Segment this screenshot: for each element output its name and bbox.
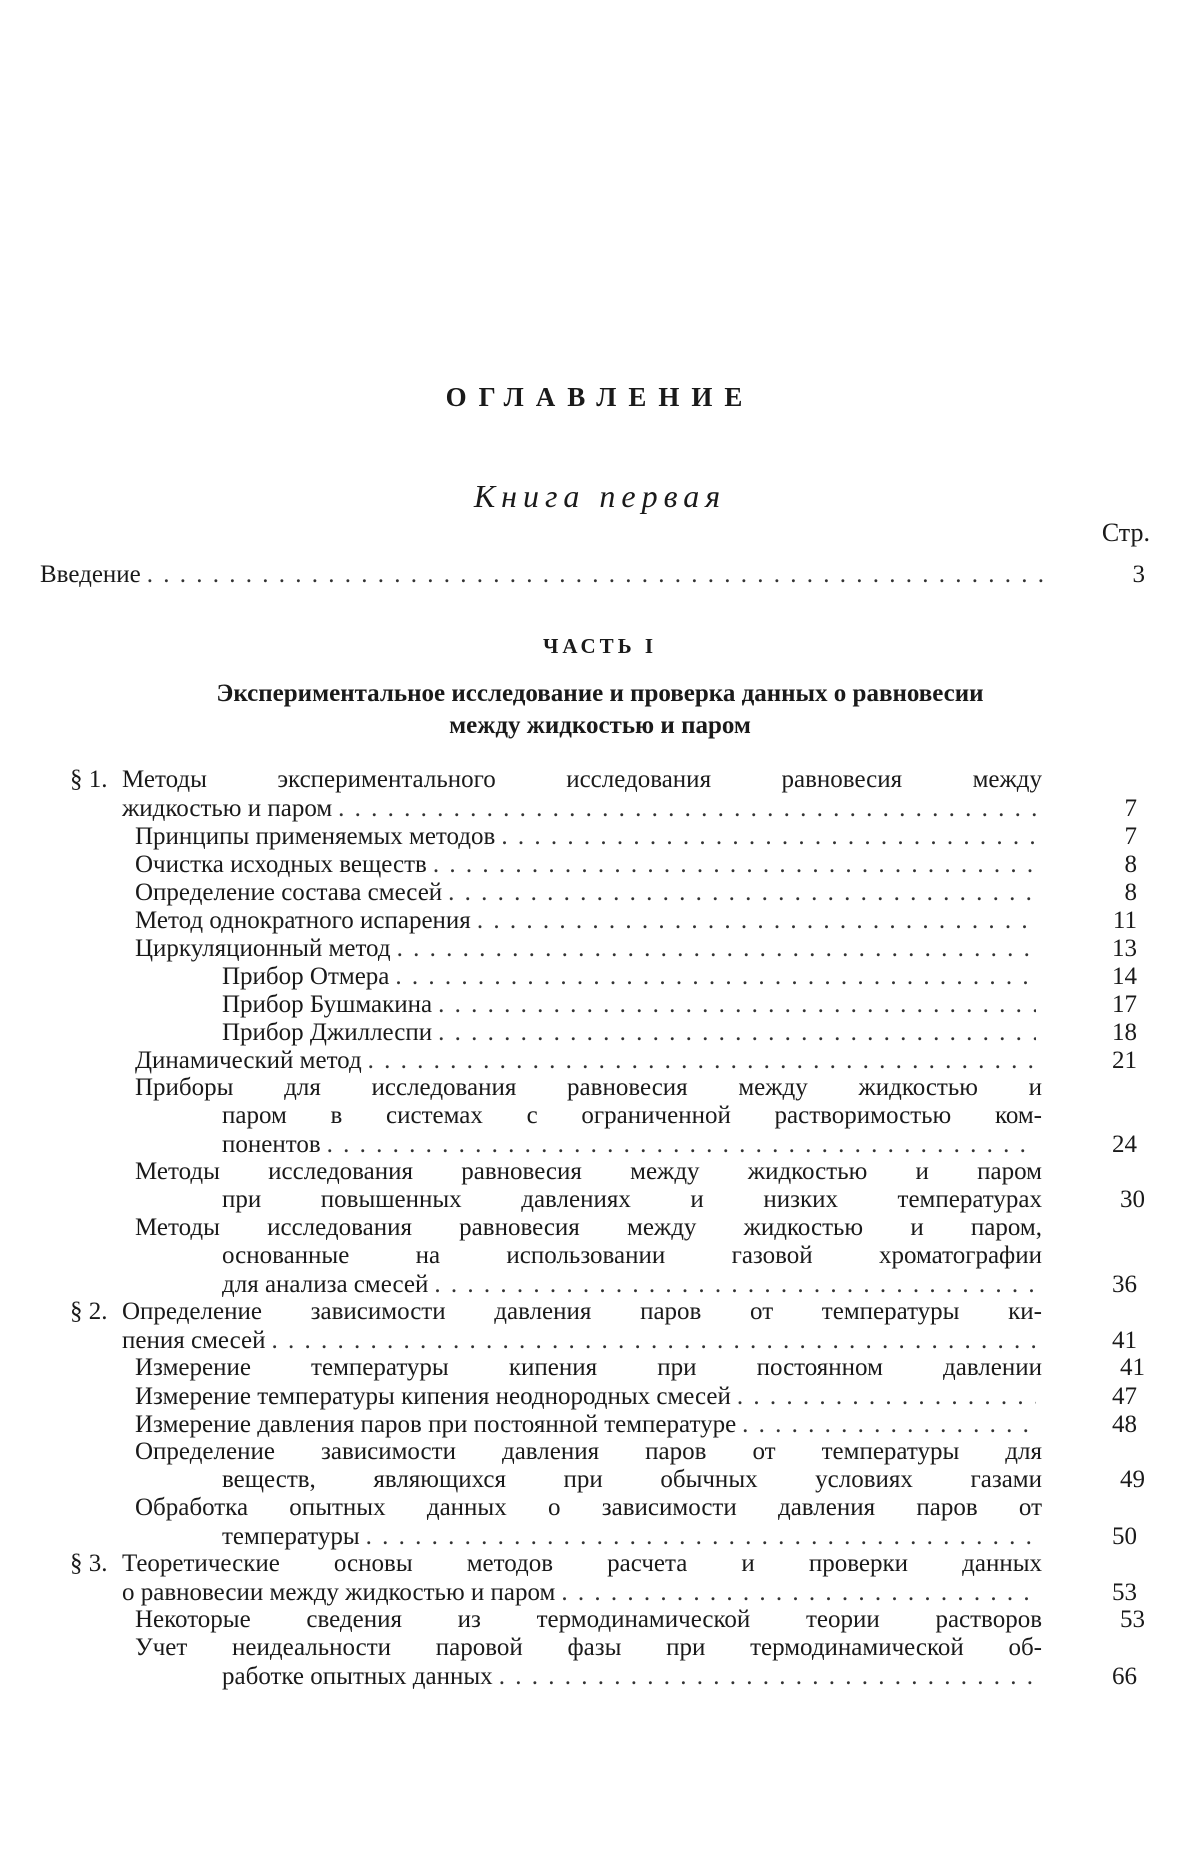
toc-entry-line[interactable]: Определение зависимости давления паров от температуры для [135, 1438, 1042, 1465]
toc-page-number: 18 [1112, 1019, 1137, 1046]
toc-entry-label: Измерение температуры кипения неоднородных смесей [135, 1383, 731, 1410]
toc-entry-label: Измерение давления паров при постоянной температуре [135, 1411, 737, 1438]
part-title-line: между жидкостью и паром [449, 712, 751, 739]
toc-entry-line[interactable]: Методы исследования равновесия между жидкостью и паром, [135, 1214, 1042, 1241]
leader-dots [501, 822, 1036, 852]
leader-dots [272, 1326, 1037, 1356]
toc-entry[interactable] [135, 850, 1137, 880]
toc-page-number: 36 [1112, 1271, 1137, 1298]
toc-entry[interactable] [135, 1382, 1137, 1412]
toc-subentry[interactable] [222, 990, 1137, 1020]
leader-dots [434, 1270, 1036, 1300]
toc-entry[interactable] [222, 1130, 1137, 1160]
leader-dots [368, 1046, 1036, 1076]
toc-entry[interactable] [222, 1270, 1137, 1300]
section-title-line[interactable]: Методы экспериментального исследования равновесия между [122, 766, 1042, 793]
toc-entry[interactable] [135, 822, 1137, 852]
toc-entry-label: Прибор Бушмакина [222, 991, 433, 1018]
toc-page-number: 7 [1124, 823, 1137, 850]
toc-page-number: 13 [1112, 935, 1137, 962]
toc-entry-intro[interactable] [40, 560, 1145, 590]
leader-dots [448, 878, 1036, 908]
toc-entry-label: Прибор Отмера [222, 963, 390, 990]
toc-entry[interactable] [222, 1662, 1137, 1692]
toc-entry-line[interactable]: Некоторые сведения из термодинамической теории растворов [135, 1606, 1042, 1633]
leader-dots [742, 1410, 1036, 1440]
toc-page-number: 47 [1112, 1383, 1137, 1410]
toc-entry-section-3[interactable] [122, 1578, 1137, 1608]
toc-page-number: 3 [1132, 561, 1145, 588]
toc-entry-label: понентов [222, 1131, 321, 1158]
toc-entry-label: работке опытных данных [222, 1663, 493, 1690]
leader-dots [477, 906, 1036, 936]
toc-entry-label: Метод однократного испарения [135, 907, 471, 934]
toc-entry[interactable] [135, 1046, 1137, 1076]
leader-dots [147, 560, 1044, 590]
toc-entry-label: Циркуляционный метод [135, 935, 391, 962]
toc-entry-line[interactable]: Обработка опытных данных о зависимости давления паров от [135, 1494, 1042, 1521]
toc-entry-label: Введение [40, 561, 141, 588]
toc-entry-section-1[interactable] [122, 794, 1137, 824]
toc-page-number: 24 [1112, 1131, 1137, 1158]
part-title [60, 678, 1140, 742]
toc-entry-line[interactable]: Приборы для исследования равновесия между жидкостью и [135, 1074, 1042, 1101]
section-title-line: пения смесей [122, 1327, 266, 1354]
toc-page-number: 41 [1112, 1327, 1137, 1354]
leader-dots [737, 1382, 1036, 1412]
page-title: ОГЛАВЛЕНИЕ [445, 382, 755, 412]
leader-dots [338, 794, 1036, 824]
toc-page-number: 53 [1112, 1579, 1137, 1606]
toc-page-number: 50 [1112, 1523, 1137, 1550]
leader-dots [433, 850, 1036, 880]
toc-entry-label: Очистка исходных веществ [135, 851, 427, 878]
toc-page-number: 48 [1112, 1411, 1137, 1438]
toc-page-number: 8 [1124, 879, 1137, 906]
toc-entry-label: Динамический метод [135, 1047, 362, 1074]
leader-dots [327, 1130, 1036, 1160]
toc-entry-line[interactable]: Измерение температуры кипения при постоянном давлении [135, 1354, 1042, 1381]
toc-page-number: 41 [1120, 1354, 1145, 1381]
toc-entry-label: Принципы применяемых методов [135, 823, 496, 850]
leader-dots [438, 1018, 1036, 1048]
toc-entry-line[interactable]: Методы исследования равновесия между жидкостью и паром [135, 1158, 1042, 1185]
toc-entry[interactable] [135, 906, 1137, 936]
toc-entry-line[interactable]: паром в системах с ограниченной растворимостью ком- [222, 1102, 1042, 1129]
toc-entry-label: Прибор Джиллеспи [222, 1019, 433, 1046]
toc-entry[interactable] [135, 1410, 1137, 1440]
part-label: ЧАСТЬ I [542, 634, 657, 658]
toc-entry[interactable] [135, 934, 1137, 964]
book-heading: Книга первая [473, 478, 727, 514]
section-title-line: о равновесии между жидкостью и паром [122, 1579, 556, 1606]
toc-page-number: 49 [1120, 1466, 1145, 1493]
leader-dots [499, 1662, 1036, 1692]
toc-entry-line[interactable]: веществ, являющихся при обычных условиях газами [222, 1466, 1042, 1493]
section-title-line[interactable]: Теоретические основы методов расчета и проверки данных [122, 1550, 1042, 1577]
toc-entry[interactable] [222, 1522, 1137, 1552]
toc-page-number: 17 [1112, 991, 1137, 1018]
part-title-line: Экспериментальное исследование и проверка данных о равновесии [216, 680, 984, 707]
toc-entry[interactable] [135, 878, 1137, 908]
toc-page-number: 8 [1124, 851, 1137, 878]
toc-entry-label: температуры [222, 1523, 360, 1550]
toc-page-number: 7 [1124, 795, 1137, 822]
leader-dots [561, 1578, 1036, 1608]
section-number: § 1. [70, 766, 108, 793]
toc-subentry[interactable] [222, 962, 1137, 992]
leader-dots [438, 990, 1036, 1020]
toc-entry-section-2[interactable] [122, 1326, 1137, 1356]
toc-entry-label: для анализа смесей [222, 1271, 429, 1298]
toc-page-number: 14 [1112, 963, 1137, 990]
section-number: § 3. [70, 1550, 108, 1577]
section-title-line: жидкостью и паром [122, 795, 333, 822]
toc-entry-line[interactable]: Учет неидеальности паровой фазы при термодинамической об- [135, 1634, 1042, 1661]
toc-page-number: 21 [1112, 1047, 1137, 1074]
leader-dots [366, 1522, 1036, 1552]
toc-entry-line[interactable]: основанные на использовании газовой хроматографии [222, 1242, 1042, 1269]
toc-page-number: 66 [1112, 1663, 1137, 1690]
toc-page-number: 11 [1112, 907, 1137, 934]
section-title-line[interactable]: Определение зависимости давления паров от температуры ки- [122, 1298, 1042, 1325]
toc-page-number: 30 [1120, 1186, 1145, 1213]
toc-page-number: 53 [1120, 1606, 1145, 1633]
toc-entry-label: Определение состава смесей [135, 879, 443, 906]
toc-subentry[interactable] [222, 1018, 1137, 1048]
section-number: § 2. [70, 1298, 108, 1325]
leader-dots [397, 934, 1036, 964]
leader-dots [395, 962, 1036, 992]
toc-entry-line[interactable]: при повышенных давлениях и низких температурах [222, 1186, 1042, 1213]
page-column-label: Стр. [1101, 518, 1150, 547]
